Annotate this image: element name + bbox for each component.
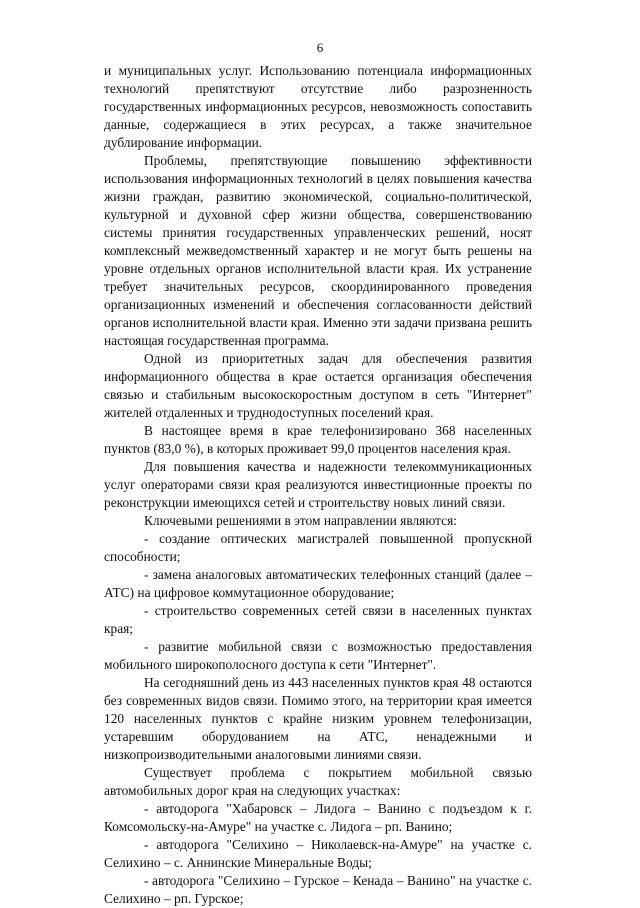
body-paragraph: Существует проблема с покрытием мобильной связью автомобильных дорог края на следующих участках: (104, 765, 532, 798)
body-paragraph: - автодорога "Хабаровск – Лидога – Ванино с подъездом к г. Комсомольску-на-Амуре" на участке с. Лидога – рп. Ванино; (104, 801, 532, 834)
body-paragraph: - строительство современных сетей связи в населенных пунктах края; (104, 603, 532, 636)
body-paragraph: Проблемы, препятствующие повышению эффективности использования информационных технологий в целях повышения качества жизни граждан, развитию экономической, социально-политической, культурной и духовной сфер жизни общества, совершенствованию системы принятия государственных управленческих решений, носят комплексный межведомственный характер и не могут быть решены на уровне отдельных органов исполнительной власти края. Их устранение требует значительных ресурсов, скоординированного проведения организационных изменений и обеспечения согласованности действий органов исполнительной власти края. Именно эти задачи призвана решить настоящая государственная программа. (104, 153, 532, 348)
body-paragraph: - автодорога "Селихино – Николаевск-на-Амуре" на участке с. Селихино – с. Аннинские Минеральные Воды; (104, 837, 532, 870)
body-paragraph: - замена аналоговых автоматических телефонных станций (далее – АТС) на цифровое коммутационное оборудование; (104, 567, 532, 600)
body-paragraph: Ключевыми решениями в этом направлении являются: (144, 513, 457, 528)
body-paragraph: и муниципальных услуг. Использованию потенциала информационных технологий препятствуют отсутствие либо разрозненность государственных информационных ресурсов, невозможность сопоставить данные, содержащиеся в этих ресурсах, а также значительное дублирование информации. (104, 63, 532, 150)
page-number: 6 (316, 40, 324, 55)
body-paragraph: - развитие мобильной связи с возможностью предоставления мобильного широкополосного доступа к сети "Интернет". (104, 639, 532, 672)
document-body (104, 62, 532, 908)
body-paragraph: Для повышения качества и надежности телекоммуникационных услуг операторами связи края реализуются инвестиционные проекты по реконструкции имеющихся сетей и строительству новых линий связи. (104, 459, 532, 510)
body-paragraph: - автодорога "Селихино – Гурское – Кенада – Ванино" на участке с. Селихино – рп. Гурское; (104, 873, 532, 906)
body-paragraph: На сегодняшний день из 443 населенных пунктов края 48 остаются без современных видов связи. Помимо этого, на территории края имеется 120 населенных пунктов с крайне низким уровнем телефонизации, устаревшим оборудованием на АТС, ненадежными и низкопроизводительными аналоговыми линиями связи. (104, 675, 532, 762)
body-paragraph: - создание оптических магистралей повышенной пропускной способности; (104, 531, 532, 564)
body-paragraph: В настоящее время в крае телефонизировано 368 населенных пунктов (83,0 %), в которых проживает 99,0 процентов населения края. (104, 423, 532, 456)
body-paragraph: Одной из приоритетных задач для обеспечения развития информационного общества в крае остается организация обеспечения связью и стабильным высокоскоростным доступом в сеть "Интернет" жителей отдаленных и труднодоступных поселений края. (104, 351, 532, 420)
